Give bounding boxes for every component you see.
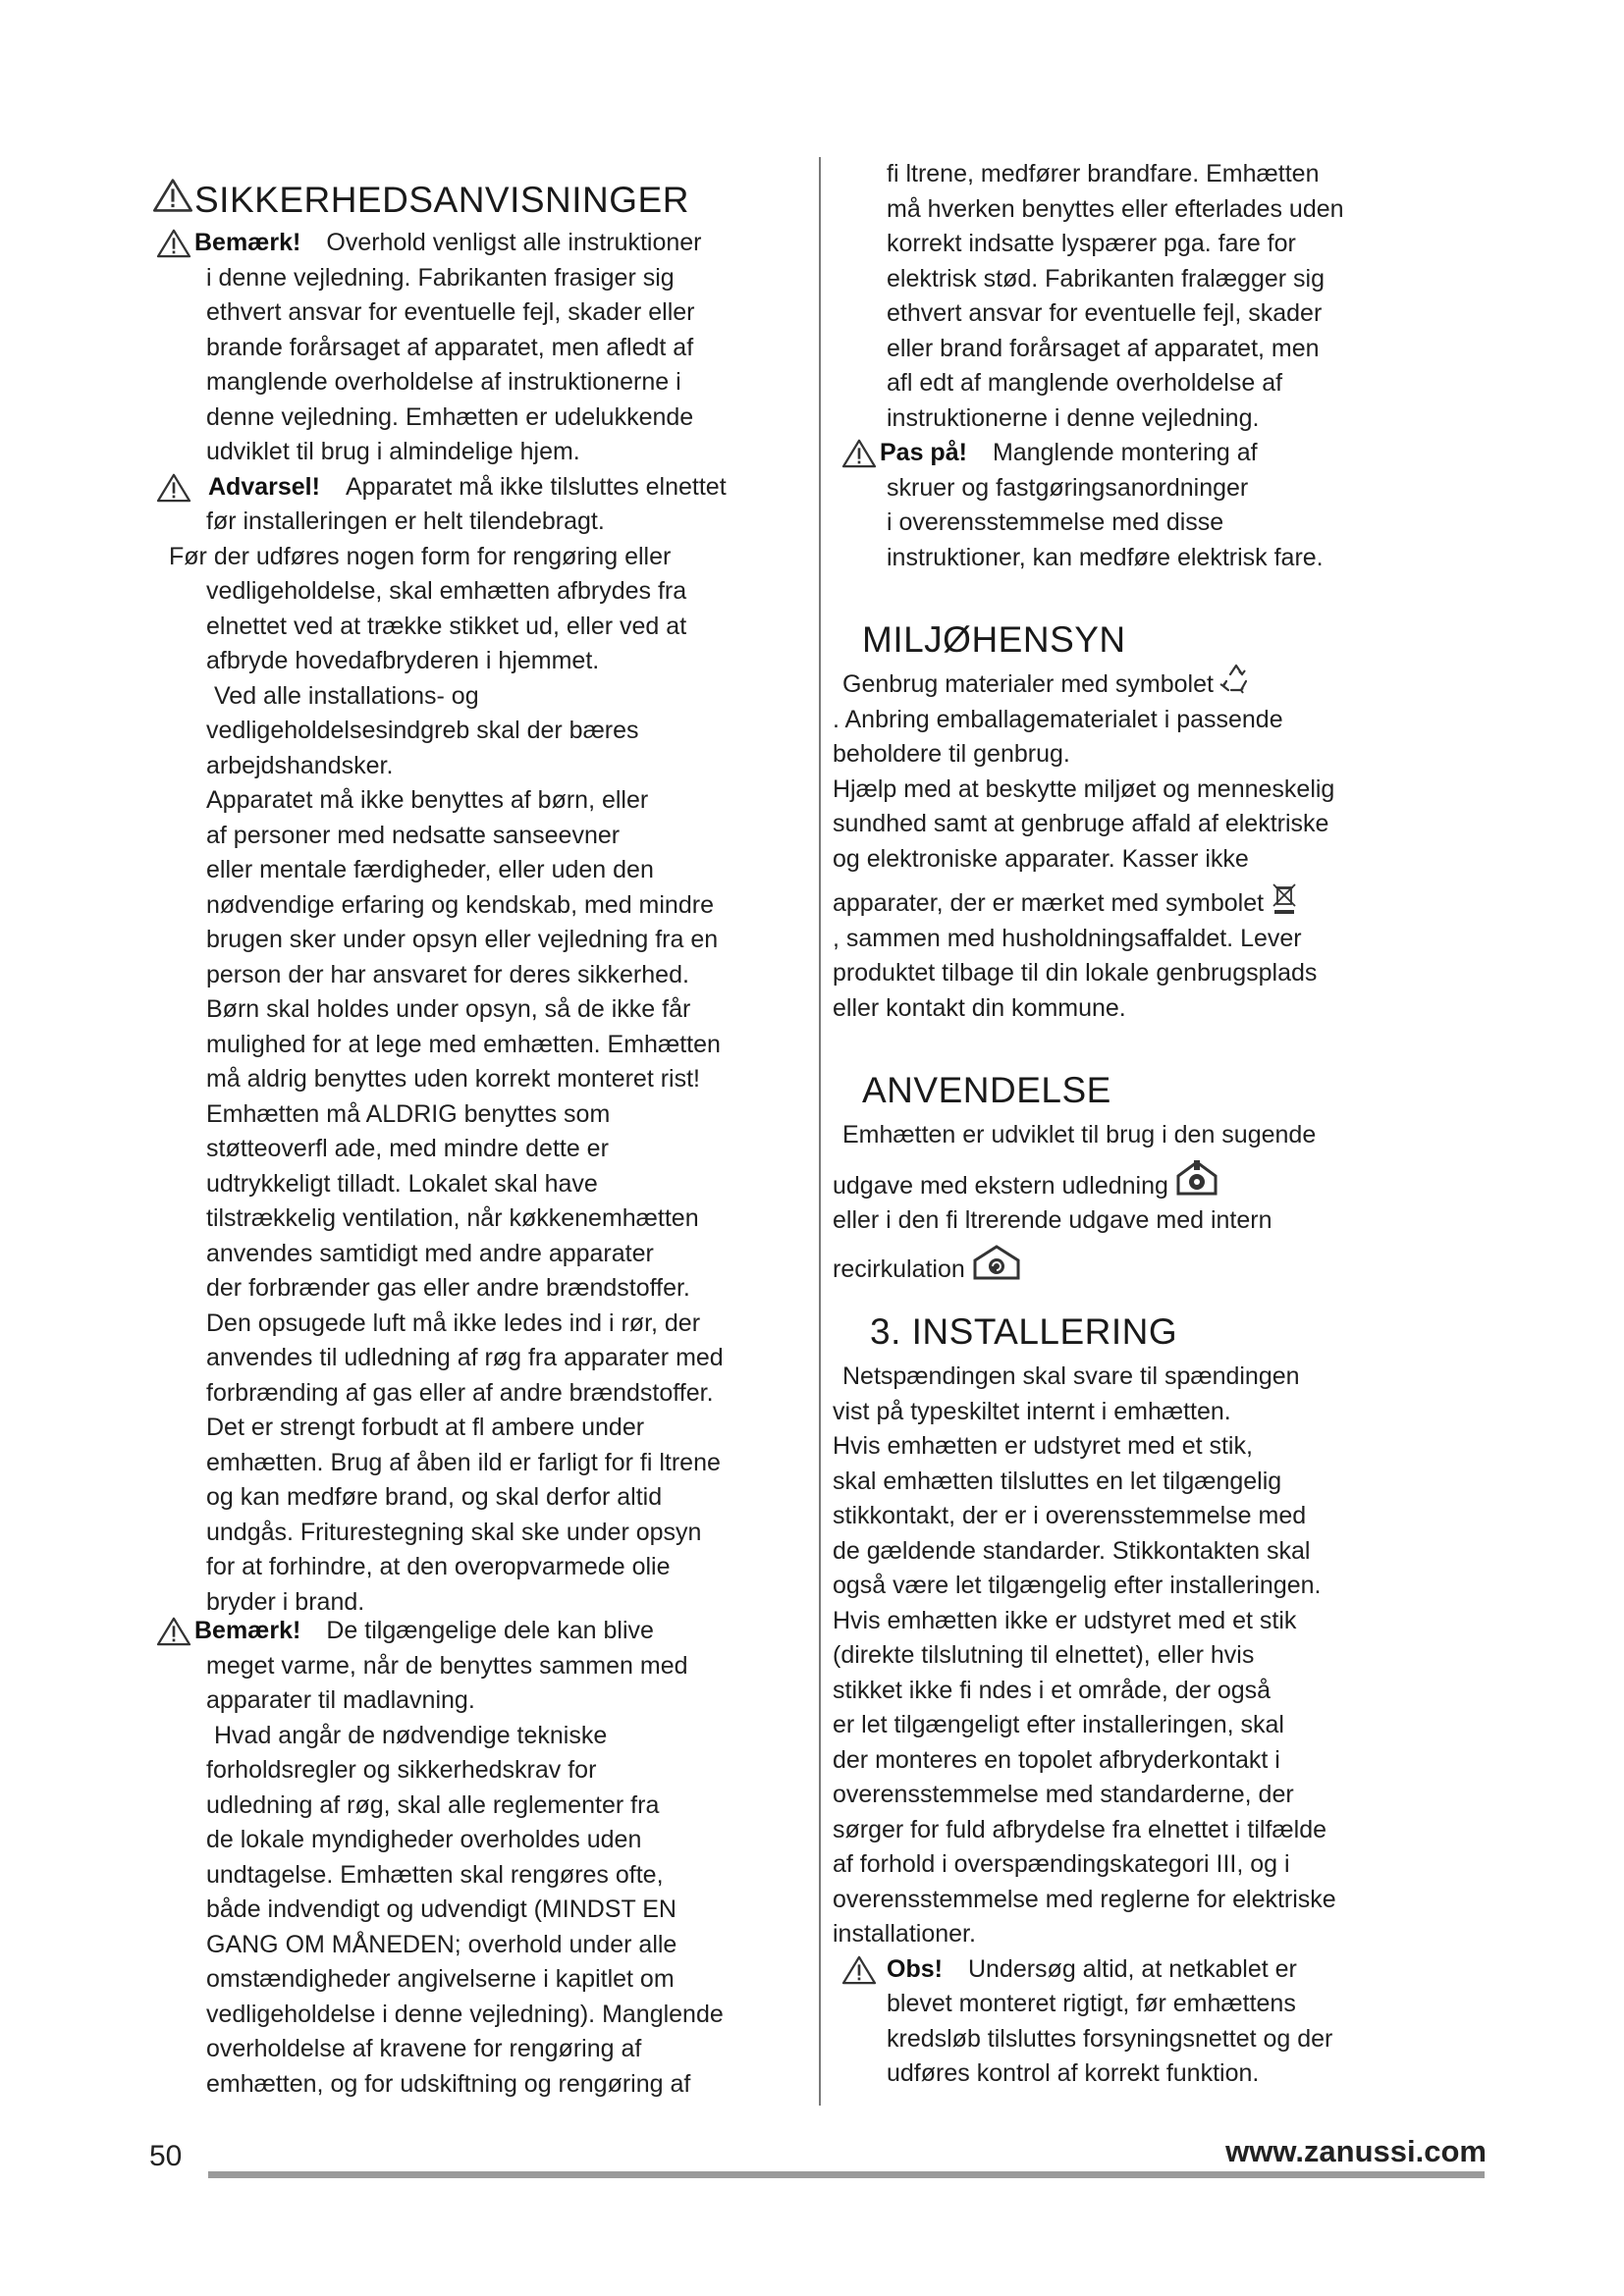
body-line: Hvad angår de nødvendige tekniske xyxy=(214,1721,608,1749)
note-text: Overhold venligst alle instruktioner xyxy=(326,229,702,256)
body-line: støtteoverfl ade, med mindre dette er xyxy=(206,1135,609,1162)
body-line: anvendes til udledning af røg fra apparater med xyxy=(206,1344,724,1371)
obs-text: Undersøg altid, at netkablet er xyxy=(967,1954,1297,1983)
footer-rule xyxy=(208,2171,1485,2178)
body-line: sørger for fuld afbrydelse fra elnettet i tilfælde xyxy=(833,1815,1327,1843)
obs-block xyxy=(833,1952,1432,1988)
body-line: skruer og fastgøringsanordninger xyxy=(887,473,1249,502)
body-line: udføres kontrol af korrekt funktion. xyxy=(887,2059,1260,2087)
body-line: manglende overholdelse af instruktionerne i xyxy=(206,368,681,396)
body-line: installationer. xyxy=(833,1920,976,1948)
warning-block xyxy=(147,470,810,506)
body-line: person der har ansvaret for deres sikkerhed. xyxy=(206,960,689,988)
warning-icon xyxy=(155,228,192,259)
body-line: blevet monteret rigtigt, før emhættens xyxy=(887,1990,1296,2017)
caution-block xyxy=(833,436,1432,471)
body-line: . Anbring emballagematerialet i passende xyxy=(833,705,1283,733)
body-line: apparater til madlavning. xyxy=(206,1686,475,1714)
body-line: brugen sker under opsyn eller vejledning fra en xyxy=(206,926,719,953)
body-line: Hvis emhætten ikke er udstyret med et stik xyxy=(833,1606,1297,1634)
body-line: af forhold i overspændingskategori III, og i xyxy=(833,1850,1290,1878)
body-line: korrekt indsatte lyspærer pga. fare for xyxy=(887,230,1296,257)
right-column xyxy=(833,157,1432,2092)
body-text: Genbrug materialer med symbolet xyxy=(842,670,1214,698)
body-line: tilstrækkelig ventilation, når køkkenemhætten xyxy=(206,1204,699,1232)
body-line: Hjælp med at beskytte miljøet og menneskelig xyxy=(833,774,1335,803)
body-line: eller i den fi ltrerende udgave med intern xyxy=(833,1206,1272,1234)
left-column xyxy=(147,157,810,2102)
body-line: kredsløb tilsluttes forsyningsnettet og der xyxy=(887,2024,1333,2053)
body-line: de lokale myndigheder overholdes uden xyxy=(206,1826,642,1853)
body-line: produktet tilbage til din lokale genbrugsplads xyxy=(833,959,1318,987)
warning-icon xyxy=(840,438,878,469)
body-line: arbejdshandsker. xyxy=(206,751,394,779)
body-line: både indvendigt og udvendigt (MINDST EN xyxy=(206,1896,677,1923)
body-line: udtrykkeligt tilladt. Lokalet skal have xyxy=(206,1169,598,1198)
body-line: også være let tilgængelig efter installeringen. xyxy=(833,1572,1322,1599)
extraction-mode-icon xyxy=(1174,1158,1219,1198)
body-line: skal emhætten tilsluttes en let tilgængelig xyxy=(833,1467,1282,1495)
warning-label: Advarsel! xyxy=(208,472,320,501)
warning-icon xyxy=(151,177,194,214)
body-line: Den opsugede luft må ikke ledes ind i rør, der xyxy=(206,1308,701,1337)
body-line xyxy=(833,667,1432,703)
body-line: denne vejledning. Emhætten er udelukkende xyxy=(206,402,694,431)
body-line: anvendes samtidigt med andre apparater xyxy=(206,1239,654,1267)
body-line: vedligeholdelse, skal emhætten afbrydes fra xyxy=(206,577,687,605)
note-text: De tilgængelige dele kan blive xyxy=(326,1617,654,1644)
body-line: må hverken benyttes eller efterlades uden xyxy=(887,194,1344,223)
body-line: forbrænding af gas eller af andre brændstoffer. xyxy=(206,1378,714,1407)
body-line: og kan medføre brand, og skal derfor altid xyxy=(206,1483,663,1511)
body-line: der monteres en topolet afbryderkontakt i xyxy=(833,1745,1280,1774)
body-line: stikket ikke fi ndes i et område, der også xyxy=(833,1676,1272,1704)
body-line: afl edt af manglende overholdelse af xyxy=(887,369,1283,397)
body-line: Det er strengt forbudt at fl ambere under xyxy=(206,1414,645,1441)
body-line: elektrisk stød. Fabrikanten fralægger sig xyxy=(887,264,1326,293)
body-line: nødvendige erfaring og kendskab, med mindre xyxy=(206,890,714,919)
caution-label: Pas på! xyxy=(880,439,967,466)
body-line: af personer med nedsatte sanseevner xyxy=(206,821,621,849)
column-divider xyxy=(819,157,821,2106)
body-line: vedligeholdelse i denne vejledning). Manglende xyxy=(206,2000,724,2028)
body-line: fi ltrene, medfører brandfare. Emhætten xyxy=(887,160,1320,187)
body-text: apparater, der er mærket med symbolet xyxy=(833,889,1265,917)
body-line: Netspændingen skal svare til spændingen xyxy=(842,1362,1300,1390)
body-line: omstændigheder angivelserne i kapitlet om xyxy=(206,1965,675,1993)
body-line: , sammen med husholdningsaffaldet. Lever xyxy=(833,924,1302,952)
body-line: overholdelse af kravene for rengøring af xyxy=(206,2035,642,2062)
body-line: i overensstemmelse med disse xyxy=(887,508,1224,536)
warning-icon xyxy=(155,1616,192,1647)
body-line: overensstemmelse med standarderne, der xyxy=(833,1781,1294,1808)
body-line: stikkontakt, der er i overensstemmelse med xyxy=(833,1502,1307,1529)
note-label: Bemærk! xyxy=(194,229,301,256)
body-line: GANG OM MÅNEDEN; overhold under alle xyxy=(206,1930,677,1958)
body-line: Apparatet må ikke benyttes af børn, eller xyxy=(206,786,649,814)
body-line: eller kontakt din kommune. xyxy=(833,993,1126,1022)
body-line: Emhætten er udviklet til brug i den sugende xyxy=(842,1121,1317,1148)
body-line: udviklet til brug i almindelige hjem. xyxy=(206,438,580,465)
body-line: Ved alle installations- og xyxy=(214,681,479,710)
note-block xyxy=(147,1614,810,1649)
body-line: forholdsregler og sikkerhedskrav for xyxy=(206,1756,597,1784)
body-line: emhætten. Brug af åben ild er farligt for fi ltrene xyxy=(206,1448,721,1476)
section-heading-installation: 3. INSTALLERING xyxy=(870,1311,1178,1352)
body-line: brande forårsaget af apparatet, men afledt af xyxy=(206,333,694,361)
body-line xyxy=(833,886,1432,922)
footer-url: www.zanussi.com xyxy=(1225,2134,1487,2168)
body-line: i denne vejledning. Fabrikanten frasiger sig xyxy=(206,263,675,292)
body-line: Hvis emhætten er udstyret med et stik, xyxy=(833,1432,1253,1460)
body-line: må aldrig benyttes uden korrekt monteret rist! xyxy=(206,1065,701,1093)
body-line: Før der udføres nogen form for rengøring eller xyxy=(169,542,672,570)
body-line: de gældende standarder. Stikkontakten skal xyxy=(833,1536,1311,1565)
note-block xyxy=(147,226,810,261)
body-line: vedligeholdelsesindgreb skal der bæres xyxy=(206,717,639,744)
recirculation-mode-icon xyxy=(971,1243,1022,1282)
body-text: udgave med ekstern udledning xyxy=(833,1171,1168,1200)
body-line: sundhed samt at genbruge affald af elektriske xyxy=(833,810,1329,837)
page-number: 50 xyxy=(149,2140,183,2172)
body-line: eller mentale færdigheder, eller uden den xyxy=(206,856,654,883)
body-line xyxy=(833,1253,1432,1288)
body-line: beholdere til genbrug. xyxy=(833,740,1070,768)
body-text: recirkulation xyxy=(833,1255,965,1283)
body-line: før installeringen er helt tilendebragt. xyxy=(206,507,605,535)
warning-icon xyxy=(840,1954,878,1986)
body-line: undgås. Friturestegning skal ske under opsyn xyxy=(206,1518,702,1546)
body-line: og elektroniske apparater. Kasser ikke xyxy=(833,844,1249,873)
body-line: er let tilgængeligt efter installeringen, skal xyxy=(833,1711,1284,1738)
body-line: bryder i brand. xyxy=(206,1587,365,1616)
body-line xyxy=(833,1169,1432,1204)
caution-text: Manglende montering af xyxy=(992,439,1258,466)
warning-icon xyxy=(155,472,192,504)
body-line: eller brand forårsaget af apparatet, men xyxy=(887,334,1320,362)
note-label: Bemærk! xyxy=(194,1617,301,1644)
section-heading-environment: MILJØHENSYN xyxy=(862,619,1126,660)
body-line: mulighed for at lege med emhætten. Emhætten xyxy=(206,1030,721,1058)
body-line: der forbrænder gas eller andre brændstoffer. xyxy=(206,1274,690,1302)
body-line: Børn skal holdes under opsyn, så de ikke får xyxy=(206,995,691,1023)
body-line: (direkte tilslutning til elnettet), eller hvis xyxy=(833,1641,1255,1669)
section-heading-usage: ANVENDELSE xyxy=(862,1070,1111,1110)
body-line: meget varme, når de benyttes sammen med xyxy=(206,1651,688,1680)
weee-bin-icon xyxy=(1270,881,1299,918)
body-line: udledning af røg, skal alle reglementer fra xyxy=(206,1790,660,1819)
body-line: emhætten, og for udskiftning og rengøring af xyxy=(206,2069,691,2098)
body-line: Emhætten må ALDRIG benyttes som xyxy=(206,1099,611,1128)
body-line: instruktionerne i denne vejledning. xyxy=(887,403,1260,432)
warning-text: Apparatet må ikke tilsluttes elnettet xyxy=(345,472,727,501)
body-line: ethvert ansvar for eventuelle fejl, skader xyxy=(887,299,1323,327)
obs-label: Obs! xyxy=(887,1954,943,1983)
body-line: instruktioner, kan medføre elektrisk fare. xyxy=(887,543,1324,571)
body-line: vist på typeskiltet internt i emhætten. xyxy=(833,1397,1231,1425)
body-line: undtagelse. Emhætten skal rengøres ofte, xyxy=(206,1860,664,1889)
body-line: afbryde hovedafbryderen i hjemmet. xyxy=(206,647,600,674)
section-heading-safety xyxy=(147,175,810,226)
body-line: for at forhindre, at den overopvarmede olie xyxy=(206,1553,671,1580)
body-line: ethvert ansvar for eventuelle fejl, skader eller xyxy=(206,298,695,326)
body-line: elnettet ved at trække stikket ud, eller ved at xyxy=(206,612,687,640)
body-line: overensstemmelse med reglerne for elektriske xyxy=(833,1885,1336,1913)
heading-text: SIKKERHEDSANVISNINGER xyxy=(194,180,689,220)
